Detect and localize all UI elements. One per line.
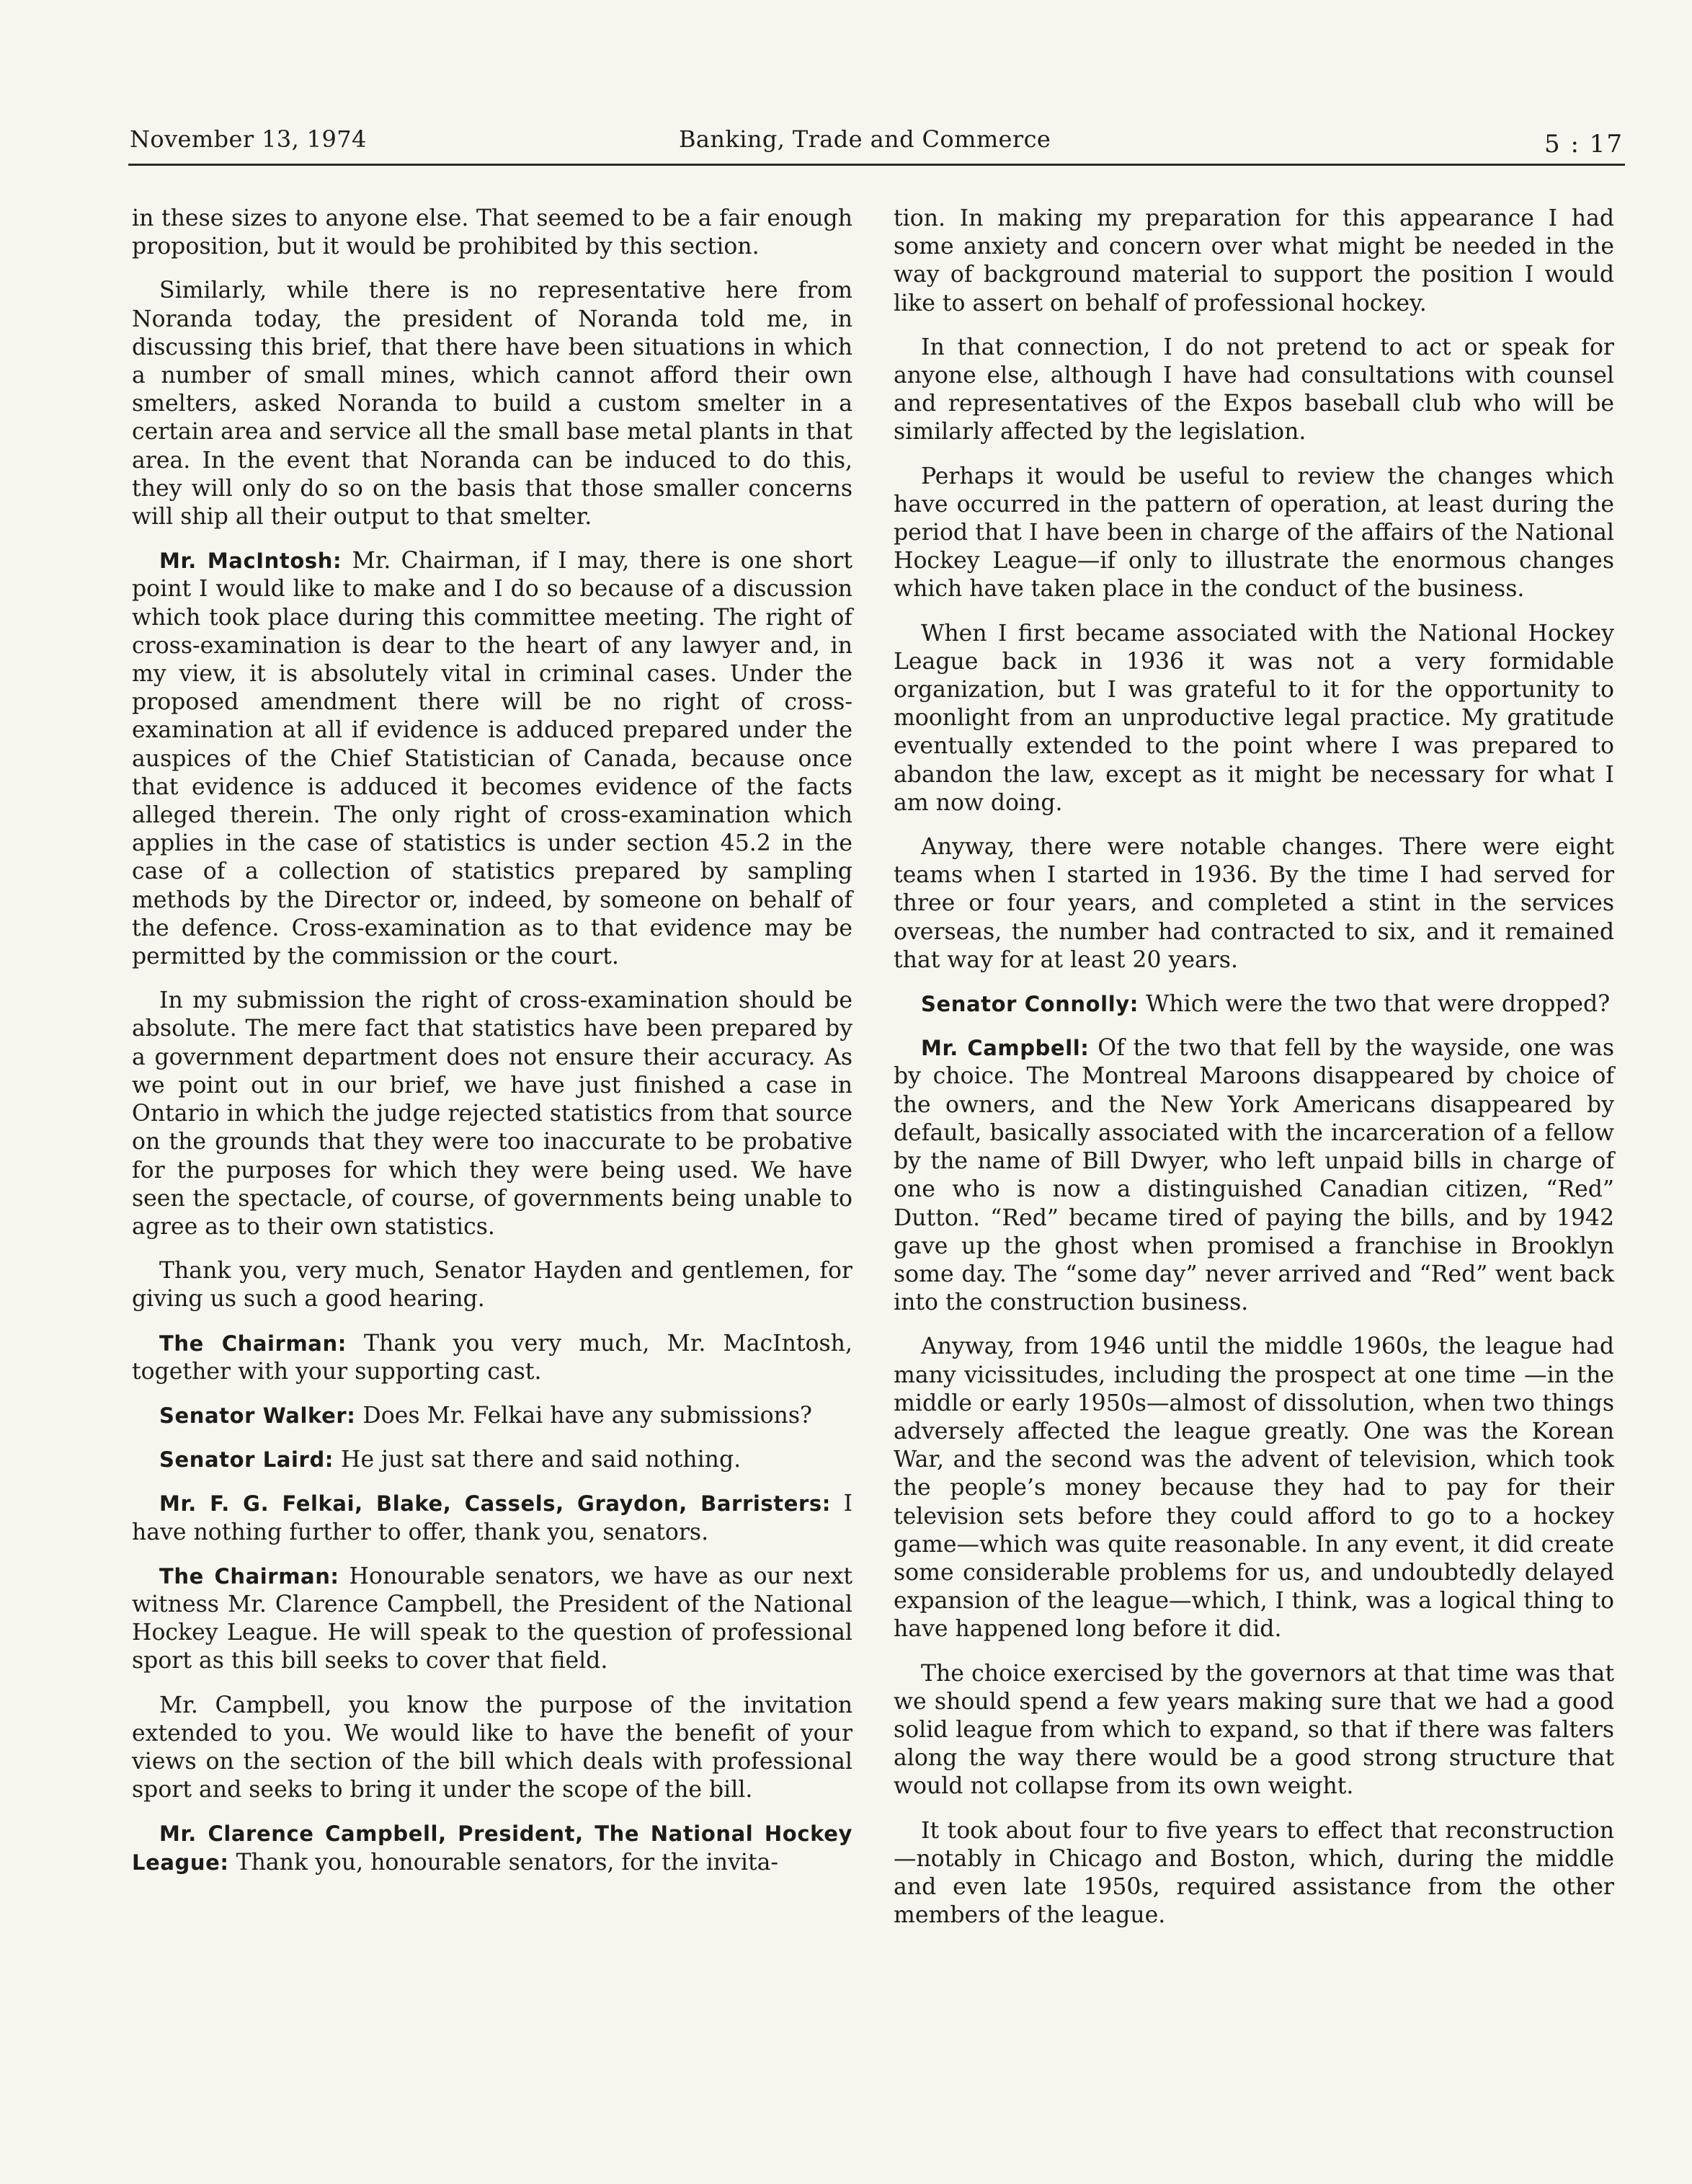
speaker-label: Mr. Campbell:: [921, 1036, 1090, 1061]
paragraph: [132, 547, 852, 971]
speaker-label: Mr. MacIntosh:: [159, 549, 342, 574]
paragraph: [894, 463, 1614, 604]
speaker-label: Senator Connolly:: [921, 992, 1139, 1017]
paragraph: [132, 1446, 852, 1474]
paragraph-text: Thank you, very much, Senator Hayden and gentlemen, for giving us such a good hearing.: [132, 1258, 852, 1313]
paragraph: [132, 277, 852, 531]
paragraph-text: It took about four to five years to effect that reconstruction—notably in Chicago and Boston, which, during the middle and even late 1950s, required assistance from the other members of the league.: [894, 1817, 1614, 1929]
speaker-label: Senator Laird:: [159, 1447, 334, 1473]
speaker-label: Mr. Clarence Campbell, President, The National Hockey League:: [132, 1821, 852, 1875]
header-rule: [128, 164, 1625, 166]
paragraph: [132, 1820, 852, 1876]
paragraph: [894, 620, 1614, 817]
header-date: November 13, 1974: [130, 125, 367, 153]
paragraph-text: He just sat there and said nothing.: [341, 1447, 742, 1473]
paragraph-text: Anyway, from 1946 until the middle 1960s, the league had many vicissitudes, including the prospect at one time —in the middle or early 1950s—almost of dissolution, when two things adversely affected the league greatly. One was the Korean War, and the second was the advent of television, which took the people’s money because they had to pay for their television sets before they could afford to go to a hockey game—which was quite reasonable. In any event, it did create some considerable problems for us, and undoubtedly delayed expansion of the league—which, I think, was a logical thing to have happened long before it did.: [894, 1333, 1614, 1643]
paragraph: [894, 334, 1614, 447]
right-column: [894, 205, 1614, 1945]
paragraph: [132, 987, 852, 1241]
speaker-label: Senator Walker:: [159, 1403, 356, 1428]
paragraph-text: Does Mr. Felkai have any submissions?: [362, 1402, 812, 1429]
paragraph: [894, 1817, 1614, 1930]
paragraph-text: In that connection, I do not pretend to act or speak for anyone else, although I have had consultations with counsel and representatives of the Expos baseball club who will be similarly affected by the legislation.: [894, 334, 1614, 445]
paragraph: [894, 1034, 1614, 1317]
paragraph: [132, 1563, 852, 1676]
paragraph-text: I have nothing further to offer, thank you, senators.: [132, 1491, 853, 1545]
paragraph: [132, 1257, 852, 1313]
paragraph: [894, 990, 1614, 1018]
speaker-label: The Chairman:: [159, 1331, 347, 1356]
paragraph: [132, 1692, 852, 1805]
paragraph-text: Thank you very much, Mr. MacIntosh, together with your supporting cast.: [132, 1330, 852, 1385]
paragraph-text: Honourable senators, we have as our next witness Mr. Clarence Campbell, the President of the National Hockey League. He will speak to the question of professional sport as this bill seeks to cover that field.: [132, 1563, 852, 1674]
header-title: Banking, Trade and Commerce: [679, 125, 1051, 153]
paragraph-text: tion. In making my preparation for this appearance I had some anxiety and concern over what might be needed in the way of background material to support the position I would like to assert on behalf of professional hockey.: [894, 205, 1614, 316]
paragraph-text: Anyway, there were notable changes. There were eight teams when I started in 1936. By the time I had served for three or four years, and completed a stint in the services overseas, the number had contracted to six, and it remained that way for at least 20 years.: [894, 834, 1614, 973]
paragraph-text: In my submission the right of cross-examination should be absolute. The mere fact that statistics have been prepared by a government department does not ensure their accuracy. As we point out in our brief, we have just finished a case in Ontario in which the judge rejected statistics from that source on the grounds that they were too inaccurate to be probative for the purposes for which they were being used. We have seen the spectacle, of course, of governments being unable to agree as to their own statistics.: [132, 987, 852, 1240]
paragraph-text: The choice exercised by the governors at that time was that we should spend a few years making sure that we had a good solid league from which to expand, so that if there was falters along the way there would be a good strong structure that would not collapse from its own weight.: [894, 1660, 1614, 1800]
paragraph: [894, 205, 1614, 318]
paragraph-text: Perhaps it would be useful to review the changes which have occurred in the pattern of operation, at least during the period that I have been in charge of the affairs of the National Hockey League—if only to illustrate the enormous changes which have taken place in the conduct of the business.: [894, 463, 1614, 603]
paragraph: [894, 1660, 1614, 1801]
paragraph: [894, 833, 1614, 975]
paragraph: [894, 1333, 1614, 1643]
paragraph: [132, 1330, 852, 1386]
paragraph-text: Mr. Campbell, you know the purpose of the invitation extended to you. We would like to have the benefit of your views on the section of the bill which deals with professional sport and seeks to bring it under the scope of the bill.: [132, 1692, 852, 1803]
speaker-label: The Chairman:: [159, 1563, 339, 1589]
paragraph-text: Similarly, while there is no representative here from Noranda today, the president of Noranda told me, in discussing this brief, that there have been situations in which a number of small mines, which cannot afford their own smelters, asked Noranda to build a custom smelter in a certain area and service all the small base metal plants in that area. In the event that Noranda can be induced to do this, they will only do so on the basis that those smaller concerns will ship all their output to that smelter.: [132, 278, 852, 531]
paragraph: [132, 1490, 852, 1546]
paragraph-text: Thank you, honourable senators, for the invita-: [236, 1849, 779, 1876]
paragraph-text: Of the two that fell by the wayside, one was by choice. The Montreal Maroons disappeared by choice of the owners, and the New York Americans disappeared by default, basically associated with the incarceration of a fellow by the name of Bill Dwyer, who left unpaid bills in charge of one who is now a distinguished Canadian citizen, “Red” Dutton. “Red” became tired of paying the bills, and by 1942 gave up the ghost when promised a franchise in Brooklyn some day. The “some day” never arrived and “Red” went back into the construction business.: [894, 1035, 1614, 1316]
speaker-label: Mr. F. G. Felkai, Blake, Cassels, Graydon, Barristers:: [159, 1491, 831, 1517]
paragraph-text: When I first became associated with the National Hockey League back in 1936 it was not a very formidable organization, but I was grateful to it for the opportunity to moonlight from an unproductive legal practice. My gratitude eventually extended to the point where I was prepared to abandon the law, except as it might be necessary for what I am now doing.: [894, 620, 1614, 816]
paragraph-text: Which were the two that were dropped?: [1145, 991, 1611, 1018]
left-column: [132, 205, 852, 1893]
page-header: [130, 123, 1624, 164]
paragraph-text: Mr. Chairman, if I may, there is one short point I would like to make and I do so because of a discussion which took place during this committee meeting. The right of cross-examination is dear to the heart of any lawyer and, in my view, it is absolutely vital in criminal cases. Under the proposed amendment there will be no right of cross-examination at all if evidence is adduced prepared under the auspices of the Chief Statistician of Canada, because once that evidence is adduced it becomes evidence of the facts alleged therein. The only right of cross-examination which applies in the case of statistics is under section 45.2 in the case of a collection of statistics prepared by sampling methods by the Director or, indeed, by someone on behalf of the defence. Cross-examination as to that evidence may be permitted by the commission or the court.: [132, 548, 852, 970]
paragraph: [132, 1402, 852, 1430]
paragraph-text: in these sizes to anyone else. That seemed to be a fair enough proposition, but it would be prohibited by this section.: [132, 205, 852, 260]
header-page-number: 5 : 17: [1544, 130, 1624, 159]
paragraph: [132, 205, 852, 261]
